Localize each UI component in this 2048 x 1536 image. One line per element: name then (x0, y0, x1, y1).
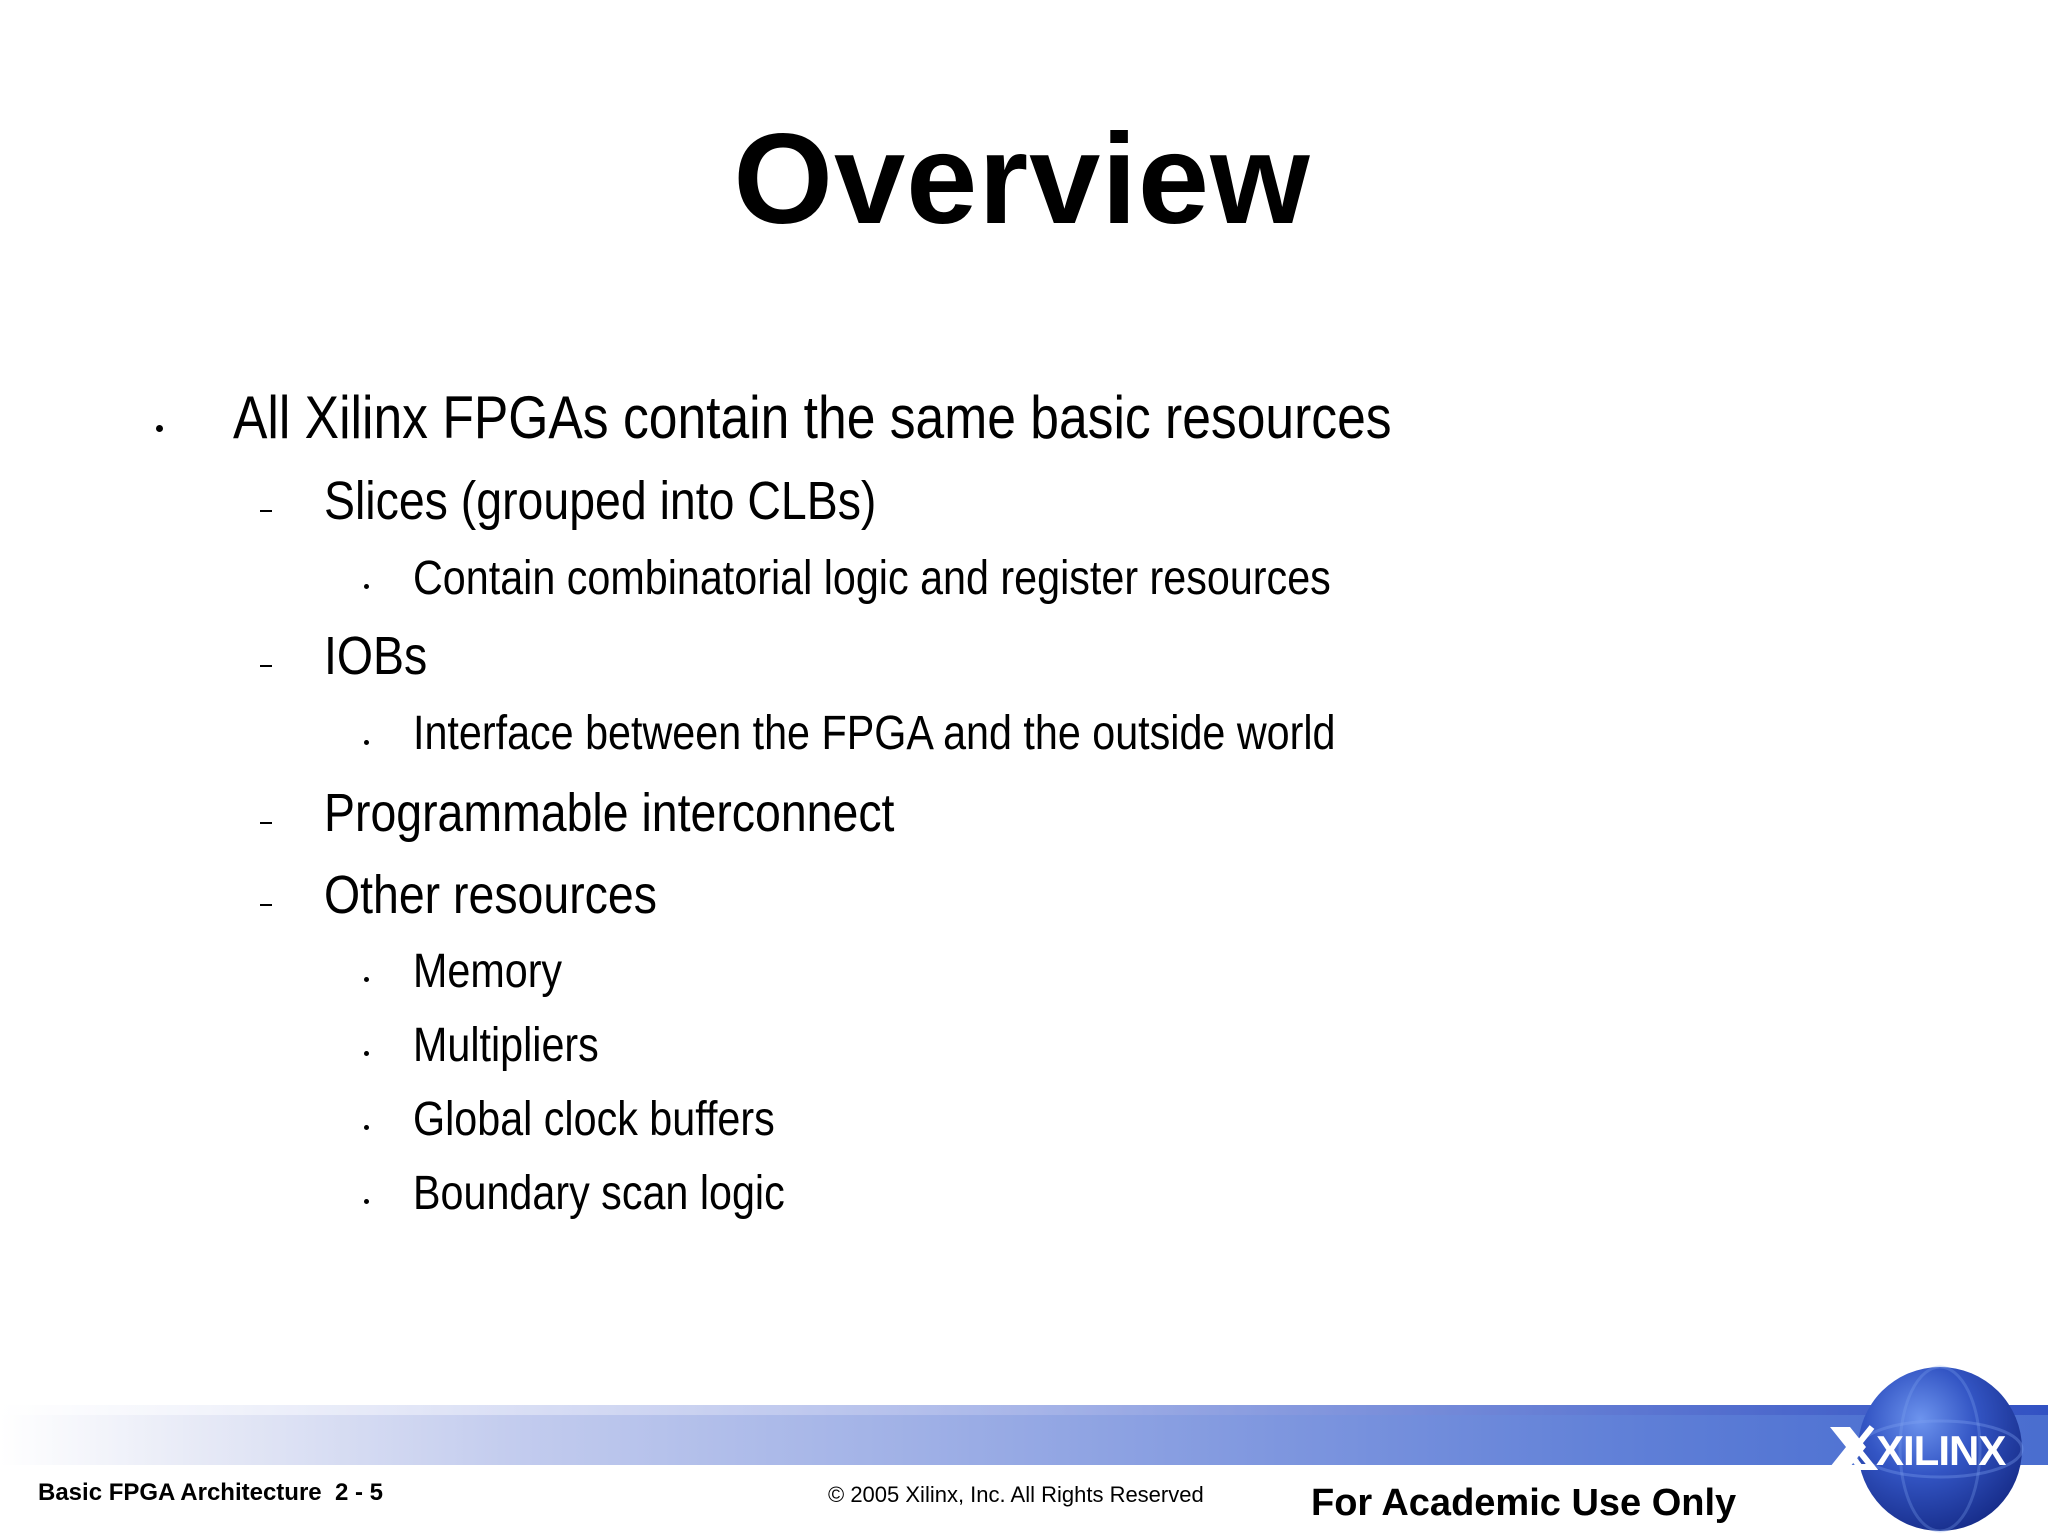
footer-copyright: © 2005 Xilinx, Inc. All Rights Reserved (828, 1482, 1204, 1507)
bullet-item: Slices (grouped into CLBs) (324, 471, 877, 531)
bullet-marker (364, 1051, 369, 1056)
bullet-item: Multipliers (413, 1019, 599, 1072)
bullet-item: Contain combinatorial logic and register resources (413, 552, 1331, 605)
dash-marker (260, 510, 272, 512)
bullet-marker (364, 584, 369, 589)
footer-course-label: Basic FPGA Architecture 2 - 5 (38, 1479, 383, 1506)
xilinx-logo (1810, 1365, 2030, 1535)
dash-marker (260, 665, 272, 667)
footer-band (0, 1405, 2048, 1465)
bullet-marker (364, 1199, 369, 1204)
xilinx-logo-text: XILINX (1876, 1427, 2006, 1474)
bullet-item: Programmable interconnect (324, 783, 895, 843)
bullet-item: All Xilinx FPGAs contain the same basic resources (233, 384, 1392, 451)
bullet-item: Memory (413, 945, 563, 998)
dash-marker (260, 822, 272, 824)
bullet-marker (156, 425, 163, 432)
bullet-item: Interface between the FPGA and the outside world (413, 707, 1336, 760)
bullet-marker (364, 1125, 369, 1130)
xilinx-x-mark-icon (1830, 1427, 1872, 1467)
bullet-item: IOBs (324, 626, 428, 686)
slide-title: Overview (733, 108, 1311, 251)
bullet-item: Other resources (324, 865, 657, 925)
bullet-marker (364, 977, 369, 982)
bullet-marker (364, 740, 369, 745)
footer-academic-note: For Academic Use Only (1311, 1482, 1737, 1524)
bullet-item: Global clock buffers (413, 1093, 775, 1146)
bullet-item: Boundary scan logic (413, 1167, 785, 1220)
dash-marker (260, 904, 272, 906)
